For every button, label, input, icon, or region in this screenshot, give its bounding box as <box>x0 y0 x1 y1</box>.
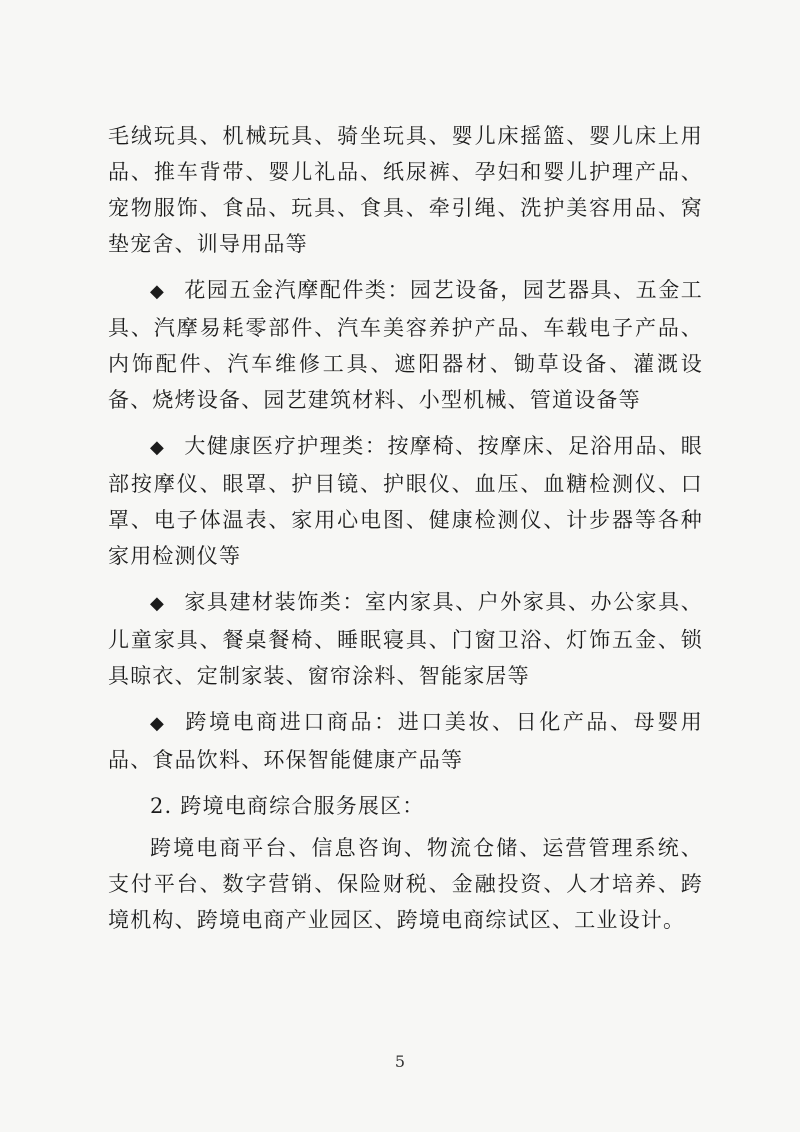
paragraph-text: 园艺设备，园艺器具、五金工具、汽摩易耗零部件、汽车美容养护产品、车载电子产品、内饰配件、汽车维修工具、遮阳器材、锄草设备、灌溉设备、烧烤设备、园艺建筑材料、小型机械、管道设备等 <box>108 278 703 412</box>
category-title: 跨境电商进口商品： <box>184 710 398 734</box>
category-title: 花园五金汽摩配件类： <box>184 278 411 302</box>
paragraph-text: 进口美妆、日化产品、母婴用品、食品饮料、环保智能健康产品等 <box>108 710 703 772</box>
section-2-heading: 2. 跨境电商综合服务展区： <box>150 794 425 818</box>
paragraph-garden <box>108 272 703 418</box>
paragraph-toys <box>108 118 703 262</box>
paragraph-health <box>108 428 703 574</box>
diamond-bullet-icon: ◆ <box>150 713 166 734</box>
paragraph-import <box>108 704 703 778</box>
paragraph-text: 室内家具、户外家具、办公家具、儿童家具、餐桌餐椅、睡眠寝具、门窗卫浴、灯饰五金、锁具晾衣、定制家装、窗帘涂料、智能家居等 <box>108 590 703 688</box>
paragraph-furniture <box>108 584 703 694</box>
diamond-bullet-icon: ◆ <box>150 593 166 614</box>
category-title: 家具建材装饰类： <box>184 590 365 614</box>
page-number: 5 <box>394 1052 406 1071</box>
category-title: 大健康医疗护理类： <box>184 434 388 458</box>
paragraph-text: 毛绒玩具、机械玩具、骑坐玩具、婴儿床摇篮、婴儿床上用品、推车背带、婴儿礼品、纸尿裤、孕妇和婴儿护理产品、宠物服饰、食品、玩具、食具、牵引绳、洗护美容用品、窝垫宠舍、训导用品等 <box>108 124 703 256</box>
diamond-bullet-icon: ◆ <box>150 437 166 458</box>
paragraph-text: 按摩椅、按摩床、足浴用品、眼部按摩仪、眼罩、护目镜、护眼仪、血压、血糖检测仪、口罩、电子体温表、家用心电图、健康检测仪、计步器等各种家用检测仪等 <box>108 434 703 568</box>
diamond-bullet-icon: ◆ <box>150 281 166 302</box>
document-body <box>108 118 703 948</box>
section-2-body: 跨境电商平台、信息咨询、物流仓储、运营管理系统、支付平台、数字营销、保险财税、金融投资、人才培养、跨境机构、跨境电商产业园区、跨境电商综试区、工业设计。 <box>108 836 703 932</box>
